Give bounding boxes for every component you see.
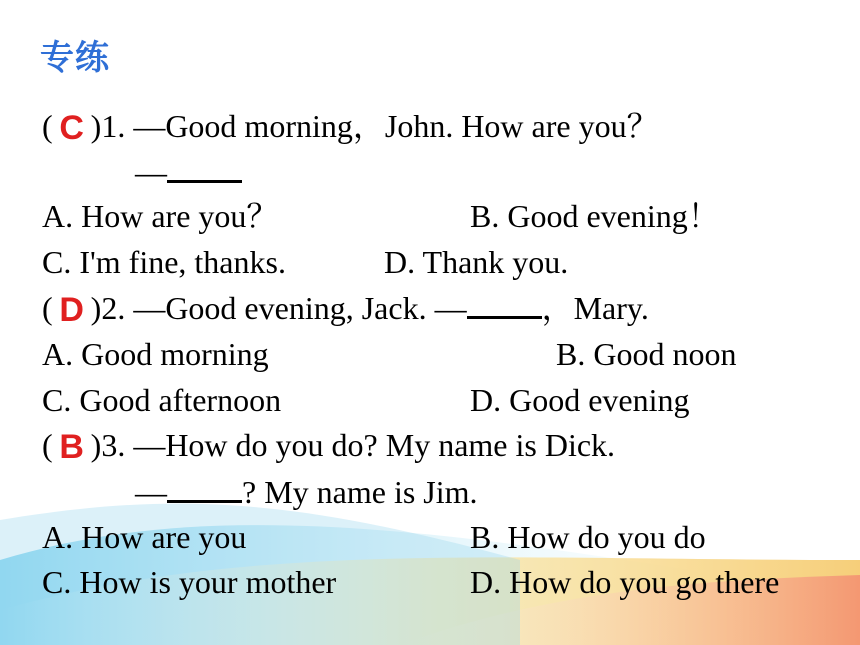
question-text-end: ，Mary. xyxy=(541,290,649,326)
option-a: A. How are you xyxy=(42,519,247,555)
question-3-reply xyxy=(135,472,478,512)
option-c: C. How is your mother xyxy=(42,564,337,600)
answer-blank xyxy=(167,156,242,183)
question-text: )1. —Good morning，John. How are you？ xyxy=(90,108,659,144)
option-d: D. Thank you. xyxy=(384,244,569,280)
option-a: A. How are you？ xyxy=(42,198,279,234)
option-b: B. Good evening！ xyxy=(470,198,720,234)
question-1-reply xyxy=(135,152,242,192)
reply-dash: — xyxy=(135,154,167,190)
option-c: C. Good afternoon xyxy=(42,382,282,418)
option-b: B. How do you do xyxy=(470,519,706,555)
answer-blank xyxy=(167,476,242,503)
answer-mark: D xyxy=(59,291,84,329)
answer-blank xyxy=(467,292,542,319)
option-b: B. Good noon xyxy=(556,336,737,372)
answer-mark: C xyxy=(59,109,84,147)
question-text: )3. —How do you do? My name is Dick. xyxy=(90,427,616,463)
question-3-stem xyxy=(42,425,615,465)
reply-text: ? My name is Jim. xyxy=(242,474,478,510)
option-d: D. How do you go there xyxy=(470,564,780,600)
paren-open: ( xyxy=(42,290,53,326)
page-title: 专练 xyxy=(40,38,110,78)
answer-mark: B xyxy=(59,428,84,466)
paren-open: ( xyxy=(42,427,53,463)
paren-open: ( xyxy=(42,108,53,144)
question-2-stem xyxy=(42,288,649,328)
reply-dash: — xyxy=(135,474,167,510)
option-a: A. Good morning xyxy=(42,336,269,372)
question-1-stem xyxy=(42,106,659,146)
option-c: C. I'm fine, thanks. xyxy=(42,244,286,280)
question-text: )2. —Good evening, Jack. — xyxy=(90,290,467,326)
option-d: D. Good evening xyxy=(470,382,690,418)
